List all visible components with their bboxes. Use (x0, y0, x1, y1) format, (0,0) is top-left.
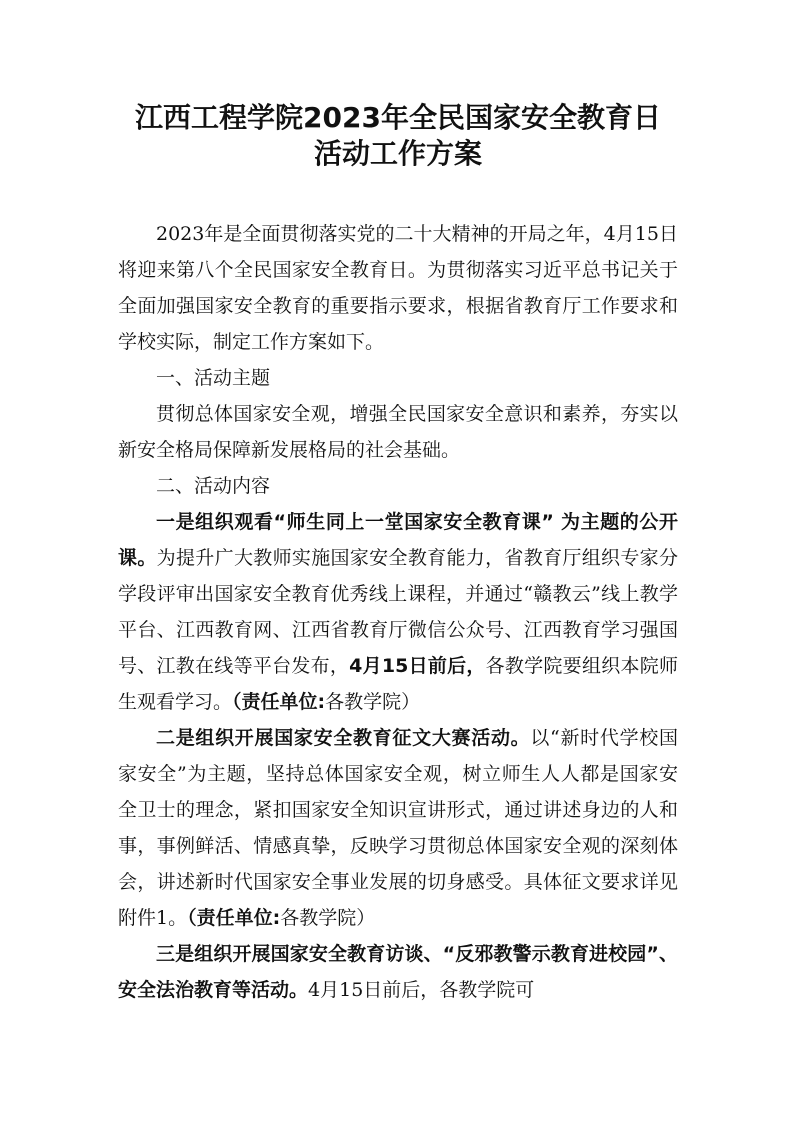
item-1-responsibility-label: （责任单位: (232, 691, 326, 713)
item-2-responsibility-label: （责任单位: (187, 907, 281, 929)
item-3-bold-lead: 三是组织开展国家安全教育访谈、“反邪教警示教育进校园”、安全法治教育等活动。 (118, 943, 678, 1001)
document-title (118, 100, 678, 172)
section-1-heading: 一、活动主题 (156, 367, 271, 389)
item-1-bold-lead: 一是组织观看“师生同上一堂国家安全教育课” 为主题的公开课。 (118, 511, 678, 569)
item-1-text-a: 为提升广大教师实施国家安全教育能力，省教育厅组织专家分学段评审出国家安全教育优秀线上课程，并通过“赣教云”线上教学平台、江西教育网、江西省教育厅微信公众号、江西教育学习强国号、江教在线等平台发布， (118, 547, 678, 677)
item-1-paragraph (118, 504, 678, 720)
title-line-2: 活动工作方案 (313, 137, 482, 170)
item-3-paragraph (118, 936, 678, 1008)
item-1-responsibility-value: 各教学院） (325, 691, 421, 713)
item-2-paragraph (118, 720, 678, 936)
item-1-bold-date: 4月15日前后， (349, 655, 486, 677)
section-1-text: 贯彻总体国家安全观，增强全民国家安全意识和素养，夯实以新安全格局保障新发展格局的社会基础。 (118, 403, 678, 461)
item-2-responsibility-value: 各教学院） (280, 907, 376, 929)
document-page (118, 100, 678, 1008)
section-2-heading: 二、活动内容 (156, 475, 271, 497)
title-line-1: 江西工程学院2023年全民国家安全教育日 (135, 101, 661, 134)
item-3-text-a: 4月15日前后，各教学院可 (308, 979, 535, 1001)
item-1-text-b: 各教学院要组织本院师生观看学习。 (118, 655, 678, 713)
item-2-bold-lead: 二是组织开展国家安全教育征文大赛活动。 (156, 727, 531, 749)
item-2-text-a: 以“新时代学校国家安全”为主题，坚持总体国家安全观，树立师生人人都是国家安全卫士的理念，紧扣国家安全知识宣讲形式，通过讲述身边的人和事，事例鲜活、情感真挚，反映学习贯彻总体国家安全观的深刻体会，讲述新时代国家安全事业发展的切身感受。具体征文要求详见附件1。 (118, 727, 678, 929)
intro-paragraph: 2023年是全面贯彻落实党的二十大精神的开局之年，4月15日将迎来第八个全民国家安全教育日。为贯彻落实习近平总书记关于全面加强国家安全教育的重要指示要求，根据省教育厅工作要求和学校实际，制定工作方案如下。 (118, 223, 678, 353)
